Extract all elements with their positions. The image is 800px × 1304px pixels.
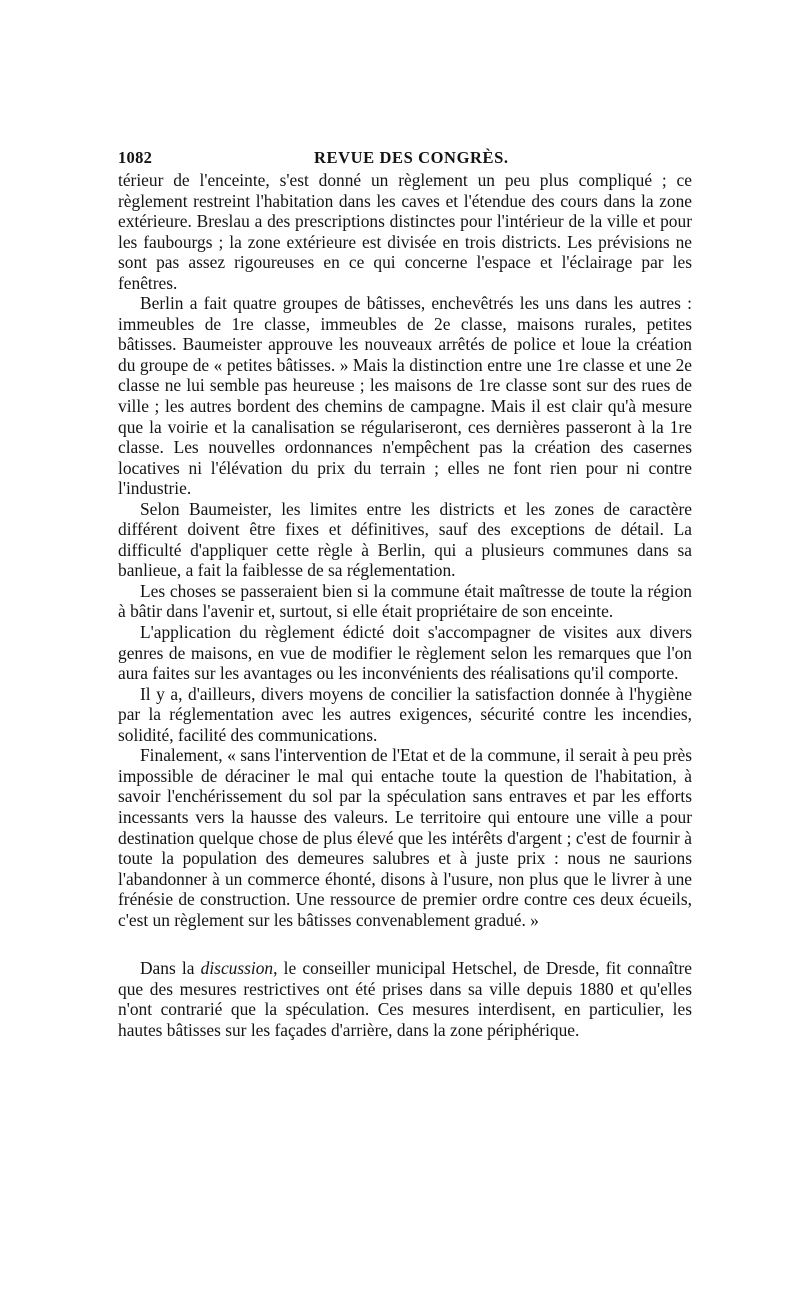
document-page [118,146,692,1040]
body-text [118,170,692,1040]
running-head [118,146,692,170]
discussion-emphasis: discussion [200,958,274,979]
page-number: 1082 [118,148,153,167]
paragraph-finally: Finalement, « sans l'intervention de l'Etat et de la commune, il serait à peu près impossible de déraciner le mal qui entache toute la question de l'habitation, à savoir l'enchérissement du sol par la spéculation sans entraves et par les efforts incessants vers la hausse des valeurs. Le territoire qui entoure une ville a pour destination quelque chose de plus élevé que les intérêts d'argent ; c'est de fournir à toute la population des demeures salubres et à juste prix : nous ne saurions l'abandonner à un commerce éhonté, disons à l'usure, non plus que le livrer à une frénésie de construction. Une ressource de premier ordre contre ces deux écueils, c'est un règlement sur les bâtisses convenablement gradué. » [118,745,692,930]
paragraph-application: L'application du règlement édicté doit s'accompagner de visites aux divers genres de maisons, en vue de modifier le règlement selon les remarques que l'on aura faites sur les avantages ou les inconvénients des réalisations qu'il comporte. [118,622,692,684]
paragraph-discussion [118,958,692,1040]
discussion-rest: , le conseiller municipal Hetschel, de Dresde, fit connaître que des mesures restrictives ont été prises dans sa ville depuis 1880 et qu'elles n'ont contrarié que la spéculation. Ces mesures interdisent, en particulier, les hautes bâtisses sur les façades d'arrière, dans la zone périphérique. [118,958,692,1040]
discussion-lead: Dans la [140,958,201,979]
journal-title: REVUE DES CONGRÈS. [314,148,509,167]
paragraph-commune: Les choses se passeraient bien si la commune était maîtresse de toute la région à bâtir dans l'avenir et, surtout, si elle était propriétaire de son enceinte. [118,580,692,622]
paragraph-baumeister-limits: Selon Baumeister, les limites entre les districts et les zones de caractère différent doivent être fixes et définitives, sauf des exceptions de détail. La difficulté d'appliquer cette règle à Berlin, qui a plusieurs communes dans sa banlieue, a fait la faiblesse de sa réglementation. [118,498,692,581]
paragraph-continuation: térieur de l'enceinte, s'est donné un règlement un peu plus compliqué ; ce règlement restreint l'habitation dans les caves et l'étendue des cours dans la zone extérieure. Breslau a des prescriptions distinctes pour l'intérieur de la ville et pour les faubourgs ; la zone extérieure est divisée en trois districts. Les prévisions ne sont pas assez rigoureuses en ce qui concerne l'espace et l'éclairage par les fenêtres. [118,170,692,293]
paragraph-berlin: Berlin a fait quatre groupes de bâtisses, enchevêtrés les uns dans les autres : immeubles de 1re classe, immeubles de 2e classe, maisons rurales, petites bâtisses. Baumeister approuve les nouveaux arrêtés de police et loue la création du groupe de « petites bâtisses. » Mais la distinction entre une 1re classe et une 2e classe ne lui semble pas heureuse ; les maisons de 1re classe sont sur des rues de ville ; les autres bordent des chemins de campagne. Mais il est clair qu'à mesure que la voirie et la canalisation se régulariseront, ces dernières passeront à la 1re classe. Les nouvelles ordonnances n'empêchent pas la création des casernes locatives ni l'élévation du prix du terrain ; elles ne font rien pour ni contre l'industrie. [118,293,692,499]
paragraph-hygiene: Il y a, d'ailleurs, divers moyens de concilier la satisfaction donnée à l'hygiène par la réglementation avec les autres exigences, sécurité contre les incendies, solidité, facilité des communications. [118,683,692,745]
